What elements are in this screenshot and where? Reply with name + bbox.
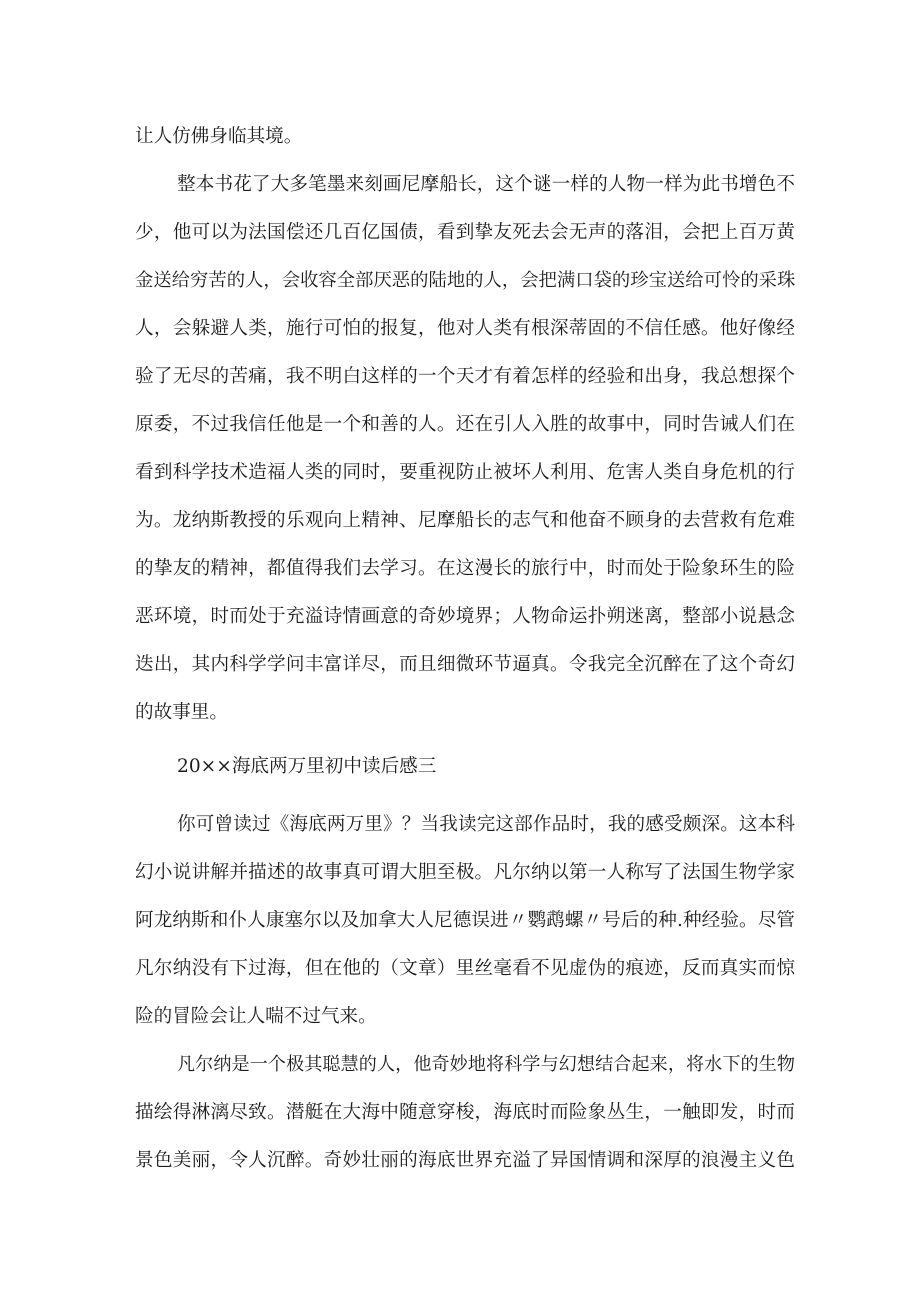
paragraph-line: 为。龙纳斯教授的乐观向上精神、尼摩船长的志气和他奋不顾身的去营救有危难 bbox=[135, 510, 795, 531]
paragraph-line: 险的冒险会让人喘不过气来。 bbox=[135, 1006, 377, 1027]
paragraph-line: 景色美丽，令人沉醉。奇妙壮丽的海底世界充溢了异国情调和深厚的浪漫主义色 bbox=[135, 1150, 795, 1171]
paragraph-line: 看到科学技术造福人类的同时，要重视防止被坏人利用、危害人类自身危机的行 bbox=[135, 462, 795, 483]
paragraph-line: 金送给穷苦的人，会收容全部厌恶的陆地的人，会把满口袋的珍宝送给可怜的采珠 bbox=[135, 270, 796, 291]
paragraph-line: 凡尔纳没有下过海，但在他的（文章）里丝毫看不见虚伪的痕迹，反而真实而惊 bbox=[135, 958, 795, 979]
paragraph-line: 的挚友的精神，都值得我们去学习。在这漫长的旅行中，时而处于险象环生的险 bbox=[135, 558, 795, 579]
paragraph-line: 描绘得淋漓尽致。潜艇在大海中随意穿梭，海底时而险象丛生，一触即发，时而 bbox=[135, 1102, 795, 1123]
paragraph-line: 验了无尽的苦痛，我不明白这样的一个天才有着怎样的经验和出身，我总想探个 bbox=[135, 366, 795, 387]
paragraph-line: 少，他可以为法国偿还几百亿国债，看到挚友死去会无声的落泪，会把上百万黄 bbox=[135, 222, 795, 243]
paragraph-line: 恶环境，时而处于充溢诗情画意的奇妙境界；人物命运扑朔迷离，整部小说悬念 bbox=[135, 606, 795, 627]
paragraph-line: 阿龙纳斯和仆人康塞尔以及加拿大人尼德误进〃鹦鹉螺〃号后的种.种经验。尽管 bbox=[135, 910, 795, 931]
paragraph-line: 让人仿佛身临其境。 bbox=[135, 126, 303, 147]
paragraph-line: 凡尔纳是一个极其聪慧的人，他奇妙地将科学与幻想结合起来，将水下的生物 bbox=[177, 1054, 795, 1075]
paragraph-line: 整本书花了大多笔墨来刻画尼摩船长，这个谜一样的人物一样为此书增色不 bbox=[177, 174, 795, 195]
paragraph-line: 幻小说讲解并描述的故事真可谓大胆至极。凡尔纳以第一人称写了法国生物学家 bbox=[135, 862, 795, 883]
section-heading: 20××海底两万里初中读后感三 bbox=[177, 756, 437, 777]
paragraph-line: 人，会躲避人类，施行可怕的报复，他对人类有根深蒂固的不信任感。他好像经 bbox=[135, 318, 795, 339]
paragraph-line: 的故事里。 bbox=[135, 702, 228, 723]
paragraph-line: 原委，不过我信任他是一个和善的人。还在引人入胜的故事中，同时告诫人们在 bbox=[135, 414, 795, 435]
paragraph-line: 你可曾读过《海底两万里》？当我读完这部作品时，我的感受颇深。这本科 bbox=[177, 814, 795, 835]
paragraph-line: 迭出，其内科学学问丰富详尽，而且细微环节逼真。令我完全沉醉在了这个奇幻 bbox=[135, 654, 795, 675]
